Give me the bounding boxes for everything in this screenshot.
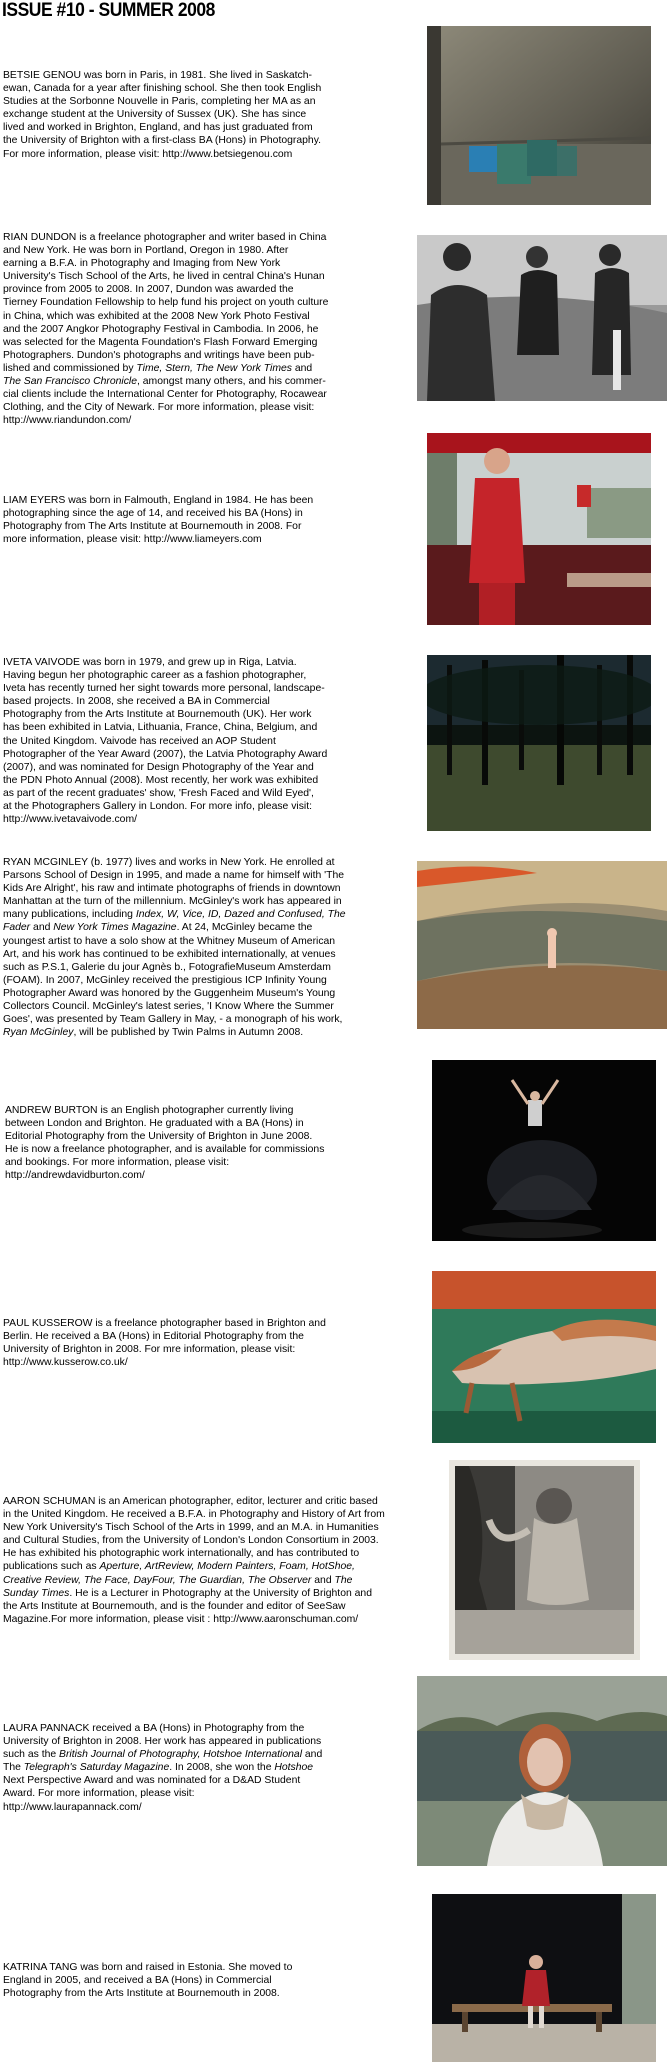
bio-ryan-mcginley: [3, 856, 346, 1039]
bio-italic-run: The Sunday Times: [3, 1574, 353, 1599]
bio-andrew-burton: [5, 1104, 324, 1183]
bio-text-run: RIAN DUNDON is a freelance photographer and writer based in China and New York. He was born in Portland, Oregon in 1980. After earning a B.F.A. in Photography and Imaging from New York University's Tisch School of the Arts, he lived in central China's Hunan province from 2005 to 2008. In 2007, Dundon was awarded the Tierney Foundation Fellowship to help fund his project on youth culture in China, which was exhibited at the 2008 New York Photo Festival and the 2007 Angkor Photography Festival in Cambodia. In 2006, he was selected for the Magenta Foundation's Flash Forward Emerging Photographers. Dundon's photographs and writings have been pub- lished and commissioned by: [3, 232, 329, 374]
bio-italic-run: British Journal of Photography, Hotshoe International: [59, 1749, 303, 1761]
bio-italic-run: Time, Stern, The New York Times: [136, 362, 292, 374]
bio-italic-run: Ryan McGinley: [3, 1027, 74, 1039]
bio-text-run: ANDREW BURTON is an English photographer currently living between London and Brighton. He graduated with a BA (Hons) in Editorial Photography from the University of Brighton in June 2008. He is now a freelance photographer, and is available for commissions and bookings. For more information, please visit: http://andrewdavidburton.com/: [5, 1105, 325, 1182]
bio-katrina-tang: [3, 1961, 292, 2000]
bio-text-run: , amongst many others, and his commer- cial clients include the International Center for Photography, Rocawear Clothing, and the City of Newark. For more information, please visit: http://www.riandundon.com/: [3, 376, 327, 427]
bio-text-run: AARON SCHUMAN is an American photographer, editor, lecturer and critic based in the United Kingdom. He received a B.F.A. in Photography and History of Art from New York University's Tisch School of the Arts in 1999, and an M.A. in Humanities and Cultural Studies, from the University of London's London Consortium in 2003. He has exhibited his photographic work internationally, and has contributed to publications such as: [3, 1496, 385, 1573]
bio-text-run: . In 2008, she won the: [169, 1762, 275, 1774]
bio-aaron-schuman: [3, 1495, 385, 1626]
bio-text-run: and: [294, 362, 313, 374]
bio-italic-run: Index, W, Vice, ID, Dazed and Confused, The Fader: [3, 909, 346, 934]
bio-text-run: and: [311, 1574, 335, 1586]
bio-text-run: RYAN MCGINLEY (b. 1977) lives and works in New York. He enrolled at Parsons School of Design in 1995, and made a name for himself with 'The Kids Are Alright', his raw and intimate photographs of friends in downtown Manhattan at the turn of the millennium. McGinley's work has appeared in many publications, including: [3, 857, 345, 921]
bio-rian-dundon: [3, 231, 328, 427]
bio-italic-run: Telegraph's Saturday Magazine: [23, 1762, 170, 1774]
photo-rian-dundon[interactable]: [417, 235, 667, 401]
photo-andrew-burton[interactable]: [432, 1060, 656, 1241]
photo-liam-eyers[interactable]: [427, 433, 651, 625]
bio-text-run: . At 24, McGinley became the youngest artist to have a solo show at the Whitney Museum of American Art, and his work has continued to be exhibited internationally, at venues such as P.S.1, Galerie du jour Agnès b., FotografieMuseum Amsterdam (FOAM). In 2007, McGinley received the prestigious ICP Infinity Young Photographer Award was honored by the Guggenheim Museum's Young Collectors Council. McGinley's latest series, 'I Know Where the Summer Goes', was presented by Team Gallery in May, - a monograph of his work,: [3, 922, 343, 1026]
bio-text-run: . He is a Lecturer in Photography at the University of Brighton and the Arts Institute at Bournemouth, and is the founder and editor of SeeSaw Magazine.For more information, please visit : http://www.aaronschuman.com/: [3, 1587, 372, 1625]
bio-liam-eyers: [3, 494, 313, 546]
bio-text-run: , will be published by Twin Palms in Autumn 2008.: [73, 1027, 304, 1039]
bio-italic-run: New York Times Magazine: [53, 922, 177, 934]
bio-text-run: LAURA PANNACK received a BA (Hons) in Photography from the University of Brighton in 2008. Her work has appeared in publications such as the: [3, 1723, 322, 1761]
bio-paul-kusserow: [3, 1317, 326, 1369]
bio-italic-run: Hotshoe: [274, 1762, 314, 1774]
photo-aaron-schuman[interactable]: [449, 1460, 640, 1660]
bio-text-run: KATRINA TANG was born and raised in Estonia. She moved to England in 2005, and received a BA (Hons) in Commercial Photography from the Arts Institute at Bournemouth in 2008.: [3, 1962, 293, 2000]
photo-katrina-tang[interactable]: [432, 1894, 656, 2062]
bio-text-run: Next Perspective Award and was nominated for a D&AD Student Award. For more information, please visit: http://www.laurapannack.com/: [3, 1775, 301, 1813]
bio-text-run: BETSIE GENOU was born in Paris, in 1981. She lived in Saskatch- ewan, Canada for a year after finishing school. She then took English Studies at the Sorbonne Nouvelle in Paris, completing her MA as an exchange student at the University of Sussex (UK). She has since lived and worked in Brighton, England, and has just graduated from the University of Brighton with a first-class BA (Hons) in Photography. For more information, please visit: http://www.betsiegenou.com: [3, 70, 322, 160]
bio-text-run: and The: [3, 1749, 323, 1774]
bio-text-run: LIAM EYERS was born in Falmouth, England in 1984. He has been photographing since the age of 14, and received his BA (Hons) in Photography from The Arts Institute at Bournemouth in 2008. For more information, please visit: http://www.liameyers.com: [3, 495, 314, 546]
photo-laura-pannack[interactable]: [417, 1676, 667, 1866]
bio-laura-pannack: [3, 1722, 322, 1814]
bio-text-run: IVETA VAIVODE was born in 1979, and grew up in Riga, Latvia. Having begun her photographic career as a fashion photographer, Iveta has recently turned her sight towards more personal, landscape- based projects. In 2008, she received a BA in Commercial Photography from the Arts Institute at Bournemouth (UK). Her work has been exhibited in Latvia, Lithuania, France, China, Belgium, and the United Kingdom. Vaivode has received an AOP Student Photographer of the Year Award (2007), the Latvia Photography Award (2007), and was nominated for Design Photography of the Year and the PDN Photo Annual (2008). Most recently, her work was exhibited as part of the recent graduates' show, 'Fresh Faced and Wild Eyed', at the Photographers Gallery in London. For more info, please visit: http://www.ivetavaivode.com/: [3, 657, 328, 826]
bio-italic-run: The San Francisco Chronicle: [3, 376, 137, 388]
issue-title: ISSUE #10 - SUMMER 2008: [2, 0, 215, 21]
photo-ryan-mcginley[interactable]: [417, 861, 667, 1029]
photo-iveta-vaivode[interactable]: [427, 655, 651, 831]
bio-iveta-vaivode: [3, 656, 327, 826]
bio-text-run: PAUL KUSSEROW is a freelance photographer based in Brighton and Berlin. He received a BA (Hons) in Editorial Photography from the University of Brighton in 2008. For mre information, please visit: http://www.kusserow.co.uk/: [3, 1318, 326, 1369]
bio-betsie-genou: [3, 69, 321, 161]
bio-italic-run: Aperture, ArtReview, Modern Painters, Foam, HotShoe, Creative Review, The Face, DayFour, The Guardian, The Observer: [3, 1561, 355, 1586]
photo-betsie-genou[interactable]: [427, 26, 651, 205]
bio-text-run: and: [30, 922, 54, 934]
photo-paul-kusserow[interactable]: [432, 1271, 656, 1443]
